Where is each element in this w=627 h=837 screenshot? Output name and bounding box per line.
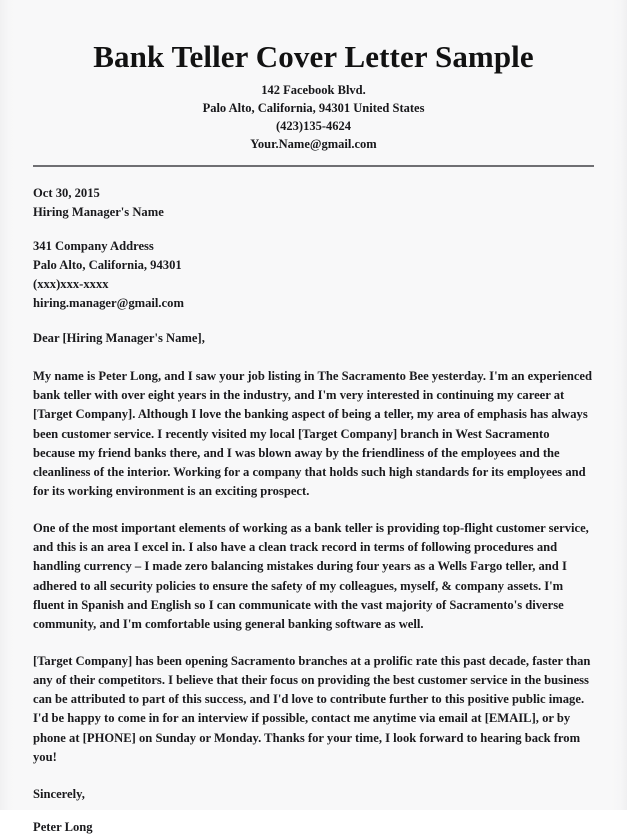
- recipient-street: 341 Company Address: [33, 238, 154, 253]
- sender-city-state-zip: Palo Alto, California, 94301 United States: [202, 100, 425, 115]
- sender-street: 142 Facebook Blvd.: [261, 82, 366, 97]
- signature-name: Peter Long: [33, 820, 93, 835]
- body-paragraph-3: [Target Company] has been opening Sacramento branches at a prolific rate this past decade, faster than any of their competitors. I believe that their focus on providing the best customer service in the business can be attributed to part of this success, and I'd love to contribute further to this positive public image. I'd be happy to come in for an interview if possible, contact me anytime via email at [EMAIL], or by phone at [PHONE] on Sunday or Monday. Thanks for your time, I look forward to hearing back from you!: [33, 654, 591, 764]
- recipient-address-block: [33, 237, 594, 314]
- letter-body: [33, 167, 594, 837]
- salutation: Dear [Hiring Manager's Name],: [33, 331, 205, 346]
- recipient-phone: (xxx)xxx-xxxx: [33, 276, 109, 291]
- date-and-recipient-name: [33, 184, 594, 222]
- sender-email: Your.Name@gmail.com: [250, 137, 377, 152]
- sender-phone: (423)135-4624: [276, 118, 351, 133]
- recipient-name: Hiring Manager's Name: [33, 205, 164, 220]
- recipient-city-state-zip: Palo Alto, California, 94301: [33, 257, 182, 272]
- recipient-email: hiring.manager@gmail.com: [33, 295, 184, 310]
- body-paragraph-1: My name is Peter Long, and I saw your job listing in The Sacramento Bee yesterday. I'm an experienced bank teller with over eight years in the industry, and I'm very interested in continuing my career at [Target Company]. Although I love the banking aspect of being a teller, my area of emphasis has always been customer service. I recently visited my local [Target Company] branch in West Sacramento because my friend banks there, and I was blown away by the friendliness of the employees and the cleanliness of the interior. Working for a company that holds such high standards for its employees and for its working environment is an exciting prospect.: [33, 369, 593, 499]
- letter-date: Oct 30, 2015: [33, 186, 100, 201]
- page-title: Bank Teller Cover Letter Sample: [93, 39, 534, 74]
- body-paragraph-2: One of the most important elements of working as a bank teller is providing top-flight customer service, and this is an area I excel in. I also have a clean track record in terms of following procedures and handling currency – I made zero balancing mistakes during four years as a Wells Fargo teller, and I adhered to all security policies to ensure the safety of my colleagues, myself, & company assets. I'm fluent in Spanish and English so I can communicate with the vast majority of Sacramento's diverse community, and I'm comfortable using general banking software as well.: [33, 521, 589, 631]
- closing-block: [33, 785, 594, 837]
- valediction: Sincerely,: [33, 786, 85, 801]
- letterhead: [33, 0, 594, 153]
